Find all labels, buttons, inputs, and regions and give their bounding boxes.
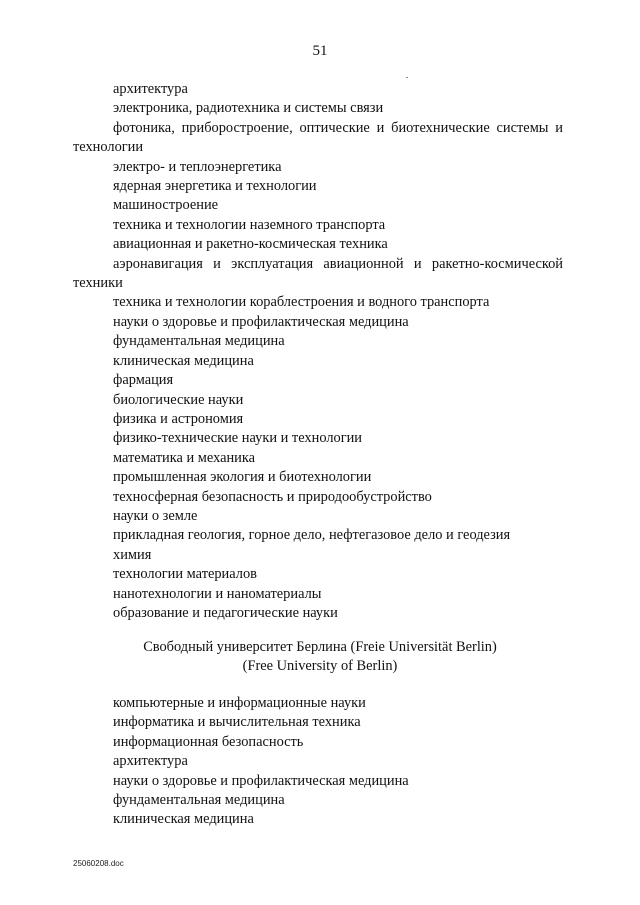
university-heading: [0, 638, 640, 676]
list-item: прикладная геология, горное дело, нефтегазовое дело и геодезия: [113, 527, 511, 544]
list-item: архитектура: [113, 81, 188, 97]
page-number: 51: [312, 43, 328, 59]
list-item: образование и педагогические науки: [113, 604, 338, 621]
scan-mark: [406, 77, 408, 78]
list-item: фундаментальная медицина: [113, 333, 285, 350]
list-item: математика и механика: [113, 449, 256, 466]
list-item: авиационная и ракетно-космическая техника: [113, 236, 388, 253]
list-item: клиническая медицина: [113, 352, 254, 369]
list-item: ядерная энергетика и технологии: [113, 178, 317, 195]
list-item: промышленная экология и биотехнологии: [113, 469, 372, 486]
list-item: архитектура: [113, 753, 188, 770]
field-list-2: [73, 694, 563, 830]
list-item: информационная безопасность: [113, 733, 304, 750]
list-item: электроника, радиотехника и системы связи: [113, 100, 384, 117]
list-item: электро- и теплоэнергетика: [113, 158, 282, 175]
list-item: науки о здоровье и профилактическая медицина: [113, 772, 409, 789]
list-item: техносферная безопасность и природообустройство: [113, 488, 432, 505]
list-item: фундаментальная медицина: [113, 792, 285, 809]
list-item: фотоника, приборостроение, оптические и биотехнические системы и технологии: [73, 119, 563, 156]
list-item: машиностроение: [113, 197, 219, 214]
list-item: техника и технологии кораблестроения и водного транспорта: [113, 294, 490, 311]
list-item: биологические науки: [113, 391, 244, 408]
list-item: техника и технологии наземного транспорта: [113, 216, 386, 233]
list-item: информатика и вычислительная техника: [113, 714, 361, 731]
list-item: химия: [113, 546, 152, 563]
list-item: науки о здоровье и профилактическая медицина: [113, 313, 409, 330]
list-item: физика и астрономия: [113, 410, 244, 427]
list-item: технологии материалов: [113, 566, 257, 583]
list-item: аэронавигация и эксплуатация авиационной и ракетно-космической техники: [73, 255, 563, 292]
document-filename: 25060208.doc: [73, 859, 124, 868]
list-item: нанотехнологии и наноматериалы: [113, 585, 322, 602]
list-item: компьютерные и информационные науки: [113, 695, 366, 711]
university-name: Свободный университет Берлина (Freie Universität Berlin): [143, 639, 497, 655]
list-item: физико-технические науки и технологии: [113, 430, 363, 447]
list-item: науки о земле: [113, 507, 198, 524]
field-list-1: [73, 80, 563, 623]
list-item: фармация: [113, 372, 174, 389]
university-name-english: (Free University of Berlin): [242, 658, 398, 674]
list-item: клиническая медицина: [113, 811, 254, 828]
